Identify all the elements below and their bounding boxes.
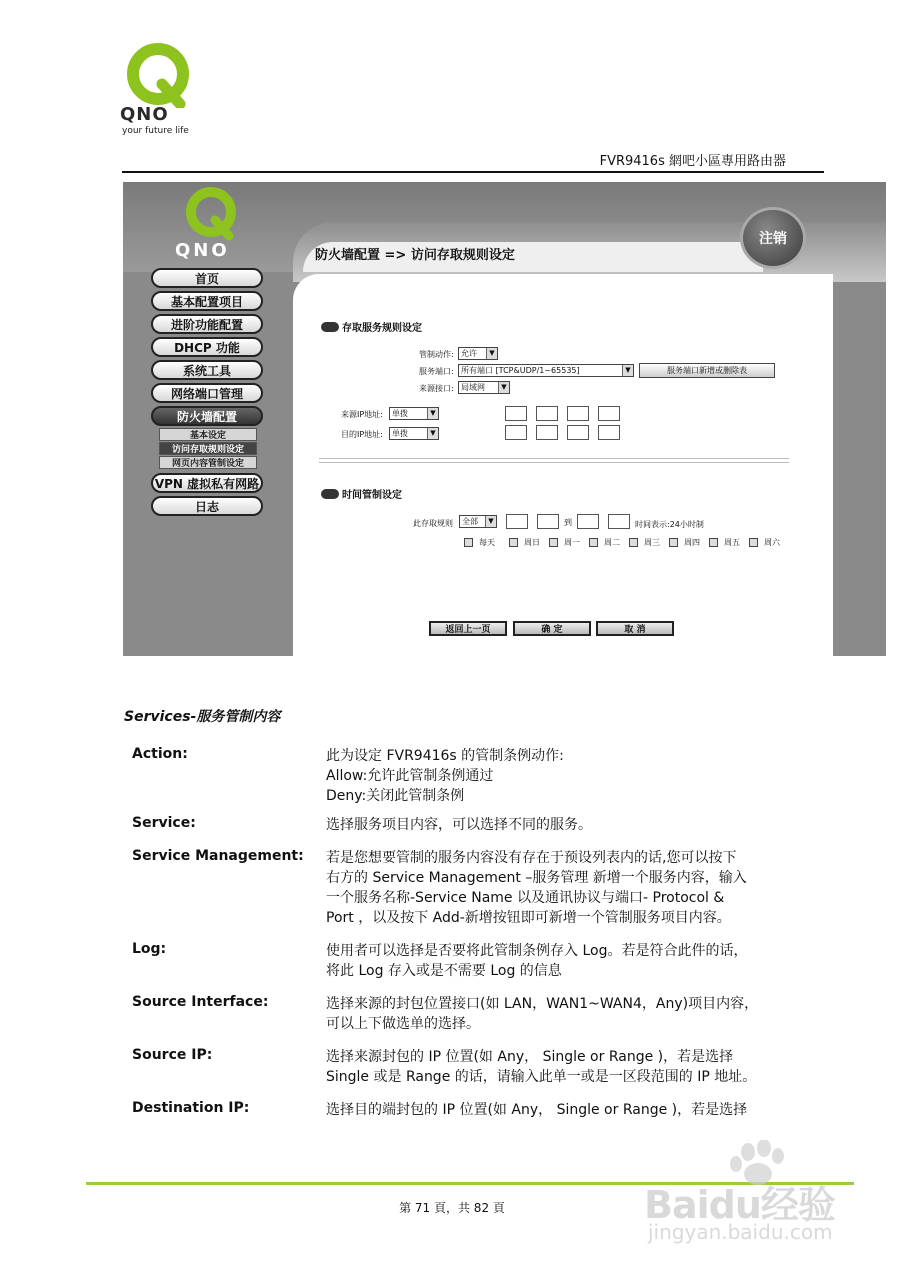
ui-logo-wordmark: QNO xyxy=(175,240,230,261)
interface-select-value: 局域网 xyxy=(461,383,485,392)
term-service-management: Service Management: xyxy=(132,848,304,864)
nav-advanced-config[interactable]: 进阶功能配置 xyxy=(151,314,263,334)
checkbox-icon xyxy=(629,538,638,547)
desc-line: Allow:允许此管制条例通过 xyxy=(326,768,494,784)
logo-tagline: your future life xyxy=(122,126,189,136)
end-minute-input[interactable] xyxy=(608,514,630,529)
section-bullet-icon xyxy=(321,489,339,499)
rule-time-select[interactable] xyxy=(459,515,497,528)
term-source-interface: Source Interface: xyxy=(132,994,269,1010)
service-select-value: 所有端口 [TCP&UDP/1~65535] xyxy=(461,366,580,375)
source-ip-label: 来源IP地址: xyxy=(341,410,383,419)
dest-ip-octet-1[interactable] xyxy=(505,425,527,440)
services-section-title: Services-服务管制内容 xyxy=(124,709,281,725)
term-source-ip: Source IP: xyxy=(132,1047,213,1063)
service-select[interactable] xyxy=(458,364,634,377)
chevron-down-icon: ▼ xyxy=(486,348,497,359)
action-select[interactable] xyxy=(458,347,498,360)
day-label: 周三 xyxy=(644,538,660,547)
day-checkbox-sat[interactable] xyxy=(749,537,780,548)
time-section-heading xyxy=(321,486,402,501)
start-minute-input[interactable] xyxy=(537,514,559,529)
subnav-basic-settings[interactable]: 基本设定 xyxy=(159,428,257,441)
day-label: 周二 xyxy=(604,538,620,547)
service-label: 服务端口: xyxy=(419,367,454,376)
source-ip-octet-1[interactable] xyxy=(505,406,527,421)
nav-system-tools[interactable]: 系统工具 xyxy=(151,360,263,380)
desc-line: 一个服务名称-Service Name 以及通讯协议与端口- Protocol & xyxy=(326,890,725,906)
chevron-down-icon: ▼ xyxy=(622,365,633,376)
ui-page-title: 防火墙配置 => 访问存取规则设定 xyxy=(315,248,515,263)
desc-line: Single 或是 Range 的话，请输入此单一或是一区段范围的 IP 地址。 xyxy=(326,1069,757,1085)
desc-line: 右方的 Service Management –服务管理 新增一个服务内容，输入 xyxy=(326,870,747,886)
source-ip-octet-2[interactable] xyxy=(536,406,558,421)
section-divider xyxy=(319,458,789,459)
desc-destination-ip xyxy=(326,1100,782,1120)
term-destination-ip: Destination IP: xyxy=(132,1100,250,1116)
dest-ip-select[interactable] xyxy=(389,427,439,440)
action-select-value: 允许 xyxy=(461,349,477,358)
day-label: 每天 xyxy=(479,538,495,547)
source-ip-select[interactable] xyxy=(389,407,439,420)
dest-ip-octet-3[interactable] xyxy=(567,425,589,440)
chevron-down-icon: ▼ xyxy=(427,428,438,439)
logout-button[interactable]: 注销 xyxy=(743,210,803,266)
desc-source-ip xyxy=(326,1047,782,1087)
checkbox-icon xyxy=(669,538,678,547)
desc-service xyxy=(326,815,782,835)
back-button[interactable]: 返回上一页 xyxy=(429,621,507,636)
desc-service-management xyxy=(326,848,782,928)
subnav-content-filter[interactable]: 网页内容管制设定 xyxy=(159,456,257,469)
nav-home[interactable]: 首页 xyxy=(151,268,263,288)
watermark-brand: Baidu经验 xyxy=(644,1183,835,1227)
source-ip-select-value: 单拨 xyxy=(392,409,408,418)
desc-line: Port ，以及按下 Add-新增按钮即可新增一个管制服务项目内容。 xyxy=(326,910,731,926)
rule-label: 此存取规则 xyxy=(413,519,453,528)
checkbox-icon xyxy=(709,538,718,547)
checkbox-icon xyxy=(509,538,518,547)
chevron-down-icon: ▼ xyxy=(427,408,438,419)
section-divider xyxy=(319,462,789,463)
action-label: 管制动作: xyxy=(419,350,454,359)
source-ip-octet-3[interactable] xyxy=(567,406,589,421)
day-checkbox-thu[interactable] xyxy=(669,537,700,548)
desc-line: 选择来源封包的 IP 位置(如 Any， Single or Range )，若是选择 xyxy=(326,1049,734,1065)
dest-ip-octet-2[interactable] xyxy=(536,425,558,440)
page-number: 第 71 頁，共 82 頁 xyxy=(399,1201,505,1215)
subnav-access-rules[interactable]: 访问存取规则设定 xyxy=(159,442,257,455)
chevron-down-icon: ▼ xyxy=(485,516,496,527)
time-heading-text: 时间管制设定 xyxy=(342,490,402,501)
start-hour-input[interactable] xyxy=(506,514,528,529)
time-format-note: 时间表示:24小时制 xyxy=(635,520,704,529)
dest-ip-select-value: 单拨 xyxy=(392,429,408,438)
section-bullet-icon xyxy=(321,322,339,332)
desc-line: 选择目的端封包的 IP 位置(如 Any， Single or Range )，若是选择 xyxy=(326,1102,748,1118)
day-label: 周六 xyxy=(764,538,780,547)
checkbox-icon xyxy=(464,538,473,547)
watermark-url: jingyan.baidu.com xyxy=(648,1220,833,1244)
desc-line: Deny:关闭此管制条例 xyxy=(326,788,465,804)
day-checkbox-tue[interactable] xyxy=(589,537,620,548)
desc-line: 此为设定 FVR9416s 的管制条例动作: xyxy=(326,748,564,764)
desc-source-interface xyxy=(326,994,782,1034)
cancel-button[interactable]: 取 消 xyxy=(596,621,674,636)
nav-dhcp[interactable]: DHCP 功能 xyxy=(151,337,263,357)
dest-ip-label: 目的IP地址: xyxy=(341,430,383,439)
confirm-button[interactable]: 确 定 xyxy=(513,621,591,636)
nav-vpn[interactable]: VPN 虚拟私有网路 xyxy=(151,473,263,493)
product-title: FVR9416s 網吧小區專用路由器 xyxy=(599,154,786,169)
day-checkbox-everyday[interactable] xyxy=(464,537,495,548)
day-label: 周一 xyxy=(564,538,580,547)
day-checkbox-fri[interactable] xyxy=(709,537,740,548)
service-management-button[interactable]: 服务端口新增或删除表 xyxy=(639,363,775,378)
day-checkbox-sun[interactable] xyxy=(509,537,540,548)
access-heading-text: 存取服务规则设定 xyxy=(342,323,422,334)
rule-time-select-value: 全部 xyxy=(462,517,478,526)
term-action: Action: xyxy=(132,746,188,762)
to-label: 到 xyxy=(564,518,572,527)
ui-qno-logo xyxy=(175,186,247,262)
access-section-heading xyxy=(321,319,422,334)
checkbox-icon xyxy=(549,538,558,547)
desc-line: 若是您想要管制的服务内容没有存在于预设列表内的话,您可以按下 xyxy=(326,850,737,866)
checkbox-icon xyxy=(589,538,598,547)
desc-log xyxy=(326,941,782,981)
source-ip-octet-4[interactable] xyxy=(598,406,620,421)
desc-line: 选择来源的封包位置接口(如 LAN，WAN1~WAN4，Any)项目内容， xyxy=(326,996,759,1012)
term-log: Log: xyxy=(132,941,167,957)
day-label: 周五 xyxy=(724,538,740,547)
qno-logo xyxy=(118,40,202,136)
interface-label: 来源接口: xyxy=(419,384,454,393)
router-ui-screenshot xyxy=(123,182,886,656)
nav-port-management[interactable]: 网络端口管理 xyxy=(151,383,263,403)
checkbox-icon xyxy=(749,538,758,547)
nav-basic-config[interactable]: 基本配置项目 xyxy=(151,291,263,311)
baidu-watermark xyxy=(636,1140,866,1270)
day-label: 周日 xyxy=(524,538,540,547)
desc-line: 选择服务项目内容，可以选择不同的服务。 xyxy=(326,817,592,833)
dest-ip-octet-4[interactable] xyxy=(598,425,620,440)
header-divider xyxy=(122,171,824,173)
term-service: Service: xyxy=(132,815,196,831)
nav-log[interactable]: 日志 xyxy=(151,496,263,516)
day-checkbox-mon[interactable] xyxy=(549,537,580,548)
day-label: 周四 xyxy=(684,538,700,547)
desc-line: 可以上下做选单的选择。 xyxy=(326,1016,480,1032)
desc-action xyxy=(326,746,782,806)
nav-firewall[interactable]: 防火墙配置 xyxy=(151,406,263,426)
desc-line: 使用者可以选择是否要将此管制条例存入 Log。若是符合此件的话， xyxy=(326,943,748,959)
desc-line: 将此 Log 存入或是不需要 Log 的信息 xyxy=(326,963,562,979)
day-checkbox-wed[interactable] xyxy=(629,537,660,548)
chevron-down-icon: ▼ xyxy=(498,382,509,393)
logo-wordmark: QNO xyxy=(120,104,169,125)
interface-select[interactable] xyxy=(458,381,510,394)
end-hour-input[interactable] xyxy=(577,514,599,529)
